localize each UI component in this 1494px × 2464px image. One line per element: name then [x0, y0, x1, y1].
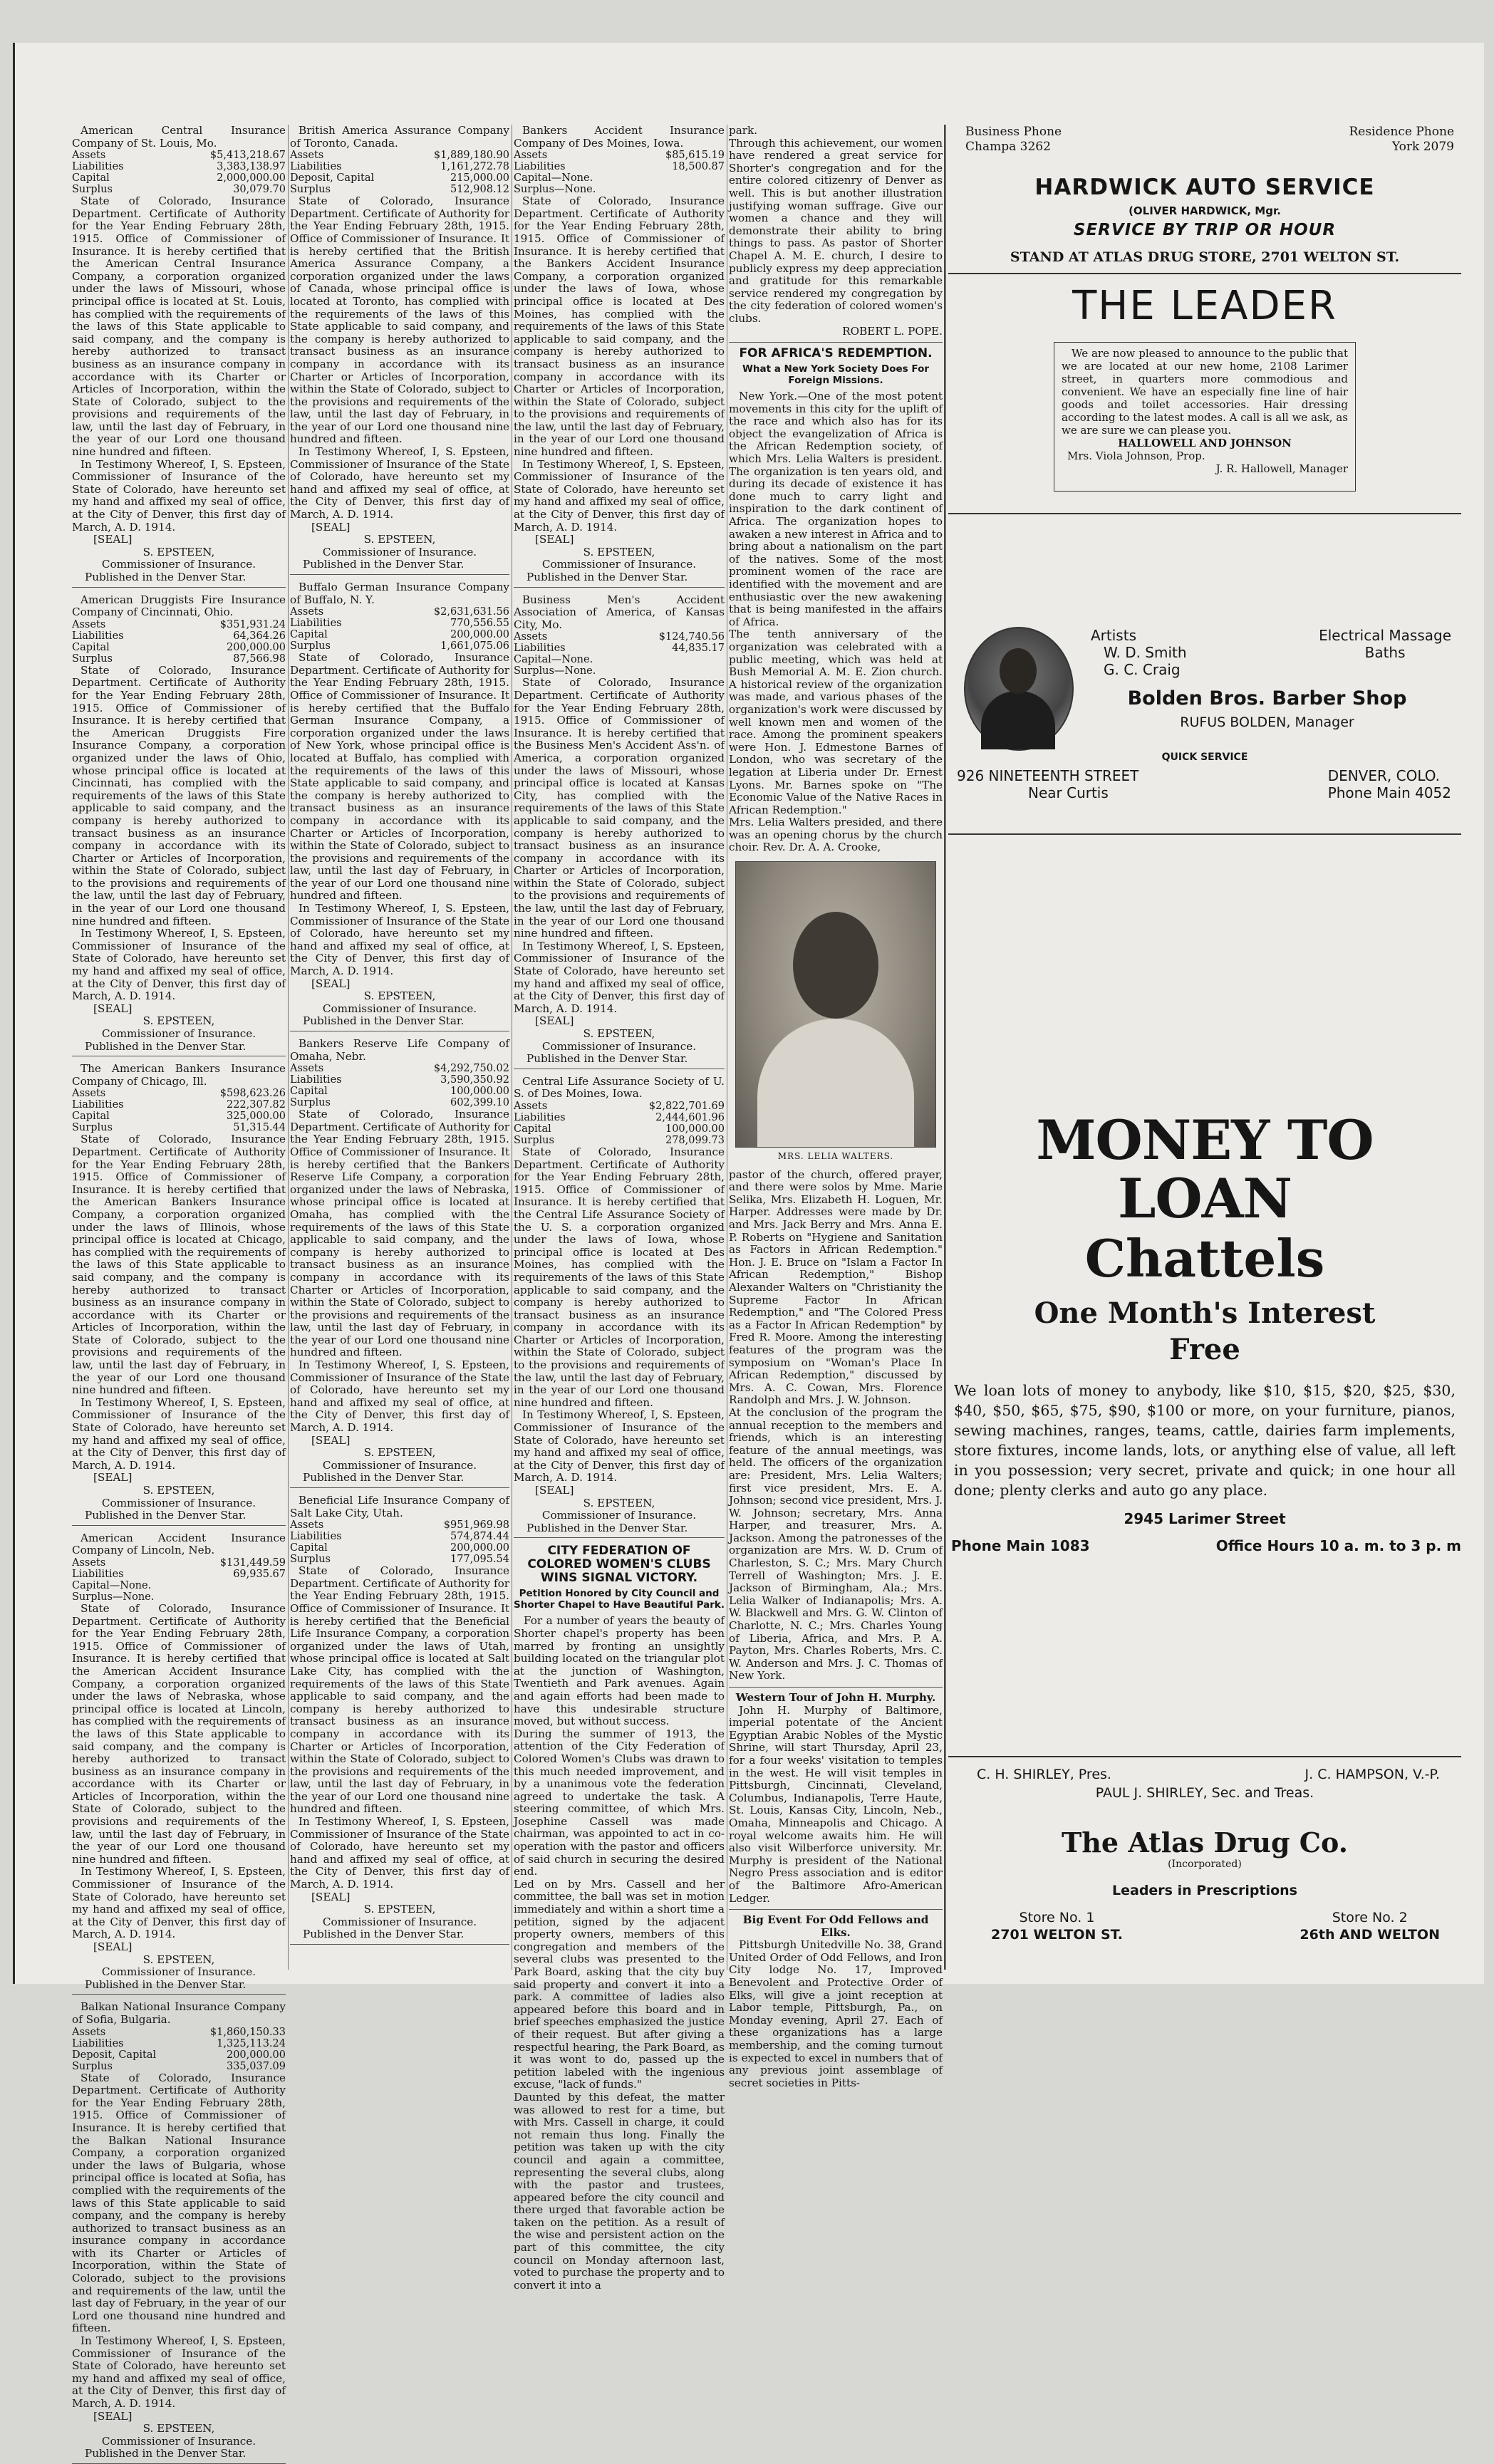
notice-seal: [SEAL]	[311, 977, 351, 990]
loan-hours: Office Hours 10 a. m. to 3 p. m	[1215, 1537, 1461, 1554]
notice-company: Business Men's Accident Association of America, of Kansas City, Mo.	[514, 593, 725, 631]
figure-value: 325,000.00	[226, 1111, 286, 1123]
figure-value: 1,161,272.78	[440, 161, 509, 173]
notice-testimony: In Testimony Whereof, I, S. Epsteen, Commissioner of Insurance of the State of Colorado, have hereunto set my hand and affixed my seal of office, at the City of Denver, this first day of March, A. D. 1914.	[72, 927, 286, 1003]
figure-label: Assets	[72, 2026, 106, 2038]
column-2	[290, 125, 509, 1970]
figure-label: Surplus—None.	[514, 665, 596, 677]
notice-published: Published in the Denver Star.	[85, 1509, 247, 1522]
figure-label: Liabilities	[290, 618, 342, 630]
figure-label: Surplus	[290, 640, 331, 653]
africa-body-continued: pastor of the church, offered prayer, and there were solos by Mme. Marie Selika, Mrs. Elizabeth H. Loguen, Mr. Harper. Addresses were made by Dr. and Mrs. Jack Berry and Mrs. Anna E. P. Roberts on "Hygiene and Sanitation as Factors in African Redemption." Hon. J. E. Bruce on "Islam a Factor In African Redemption," Bishop Alexander Walters on "Christianity the Supreme Factor In African Redemption," and "The Colored Press as a Factor In African Redemption" by Fred R. Moore. Among the interesting features of the program was the symposium on "Woman's Place In African Redemption," discussed by Mrs. A. C. Cowan, Mrs. Florence Randolph and Mrs. J. W. Johnson. At the conclusion of the program the annual reception to the members and friends, which is an interesting feature of the annual meetings, was held. The officers of the organization are: President, Mrs. Lelia Walters; first vice president, Mrs. E. A. Johnson; second vice president, Mrs. J. W. Johnson; secretary, Mrs. Anna Harper, and treasurer, Mrs. A. Jackson. Among the patronesses of the organization are Mrs. W. D. Crum of Charleston, S. C.; Mrs. Mary Church Terrell of Washington; Mrs. J. E. Jackson of Birmingham, Ala.; Mrs. Lelia Walker of Indianapolis; Mrs. A. W. Blackwell and Mrs. G. W. Clinton of Charlotte, N. C.; Mrs. Charles Young of Liberia, Africa, and Mrs. P. A. Payton, Mrs. Charles Roberts, Mrs. C. W. Anderson and Mrs. J. C. Thomas of New York.	[729, 1168, 943, 1683]
notice-signer-title: Commissioner of Insurance.	[541, 558, 697, 571]
notice-signer: S. EPSTEEN,	[583, 1496, 655, 1509]
figure-label: Liabilities	[72, 161, 124, 173]
figure-label: Liabilities	[72, 1099, 124, 1111]
notice-company: Bankers Reserve Life Company of Omaha, Nebr.	[290, 1037, 509, 1063]
artist-2: G. C. Craig	[1104, 661, 1181, 678]
figure-label: Capital	[514, 1123, 551, 1135]
notice-signer: S. EPSTEEN,	[363, 1446, 436, 1460]
notice-signer: S. EPSTEEN,	[142, 545, 215, 558]
notice-signer: S. EPSTEEN,	[363, 533, 436, 546]
bolden-address: 926 NINETEENTH STREET	[957, 767, 1139, 784]
figure-value: 100,000.00	[450, 1086, 509, 1098]
figure-value: 222,307.82	[226, 1099, 286, 1111]
notice-signer: S. EPSTEEN,	[142, 1953, 215, 1966]
insurance-notice	[72, 2001, 286, 2464]
figure-value: 574,874.44	[450, 1531, 509, 1543]
notice-signer: S. EPSTEEN,	[363, 989, 436, 1003]
leader-manager: J. R. Hallowell, Manager	[1215, 462, 1348, 475]
insurance-notice	[72, 125, 286, 588]
figure-value: $2,631,631.56	[433, 606, 509, 618]
figure-value: $1,889,180.90	[433, 150, 509, 162]
financial-statement	[290, 1063, 509, 1108]
notice-body: State of Colorado, Insurance Department. Certificate of Authority for the Year Ending February 28th, 1915. Office of Commissioner of Insurance. It is hereby certified that the American Accident Insurance Company, a corporation organized under the laws of Nebraska, whose principal office is located at Lincoln, has complied with the requirements of the laws of this State applicable to said company, and the company is hereby authorized to transact business as an insurance company in accordance with its Charter or Articles of Incorporation, within the State of Colorado, subject to the provisions and requirements of the law, until the last day of February, in the year of our Lord one thousand nine hundred and fifteen.	[72, 1601, 286, 1866]
figure-label: Capital	[72, 641, 110, 653]
notice-company: Central Life Assurance Society of U. S. of Des Moines, Iowa.	[514, 1074, 725, 1101]
notice-published: Published in the Denver Star.	[303, 1014, 465, 1028]
figure-value: 278,099.73	[665, 1134, 725, 1146]
notice-body: State of Colorado, Insurance Department. Certificate of Authority for the Year Ending February 28th, 1915. Office of Commissioner of Insurance. It is hereby certified that the British America Assurance Company, a corporation organized under the laws of Canada, whose principal office is located at Toronto, has complied with the requirements of the laws of this State applicable to said company, and the company is hereby authorized to transact business as an insurance company in accordance with its Charter or Articles of Incorporation, within the State of Colorado, subject to the provisions and requirements of the law, until the last day of February, in the year of our Lord one thousand nine hundred and fifteen.	[290, 194, 509, 446]
figure-value: 3,383,138.97	[217, 161, 286, 173]
notice-signer: S. EPSTEEN,	[142, 1014, 215, 1028]
notice-published: Published in the Denver Star.	[85, 2447, 247, 2460]
figure-value: $124,740.56	[658, 631, 725, 643]
barber-portrait	[964, 627, 1074, 751]
federation-article	[514, 1544, 725, 2292]
figure-value: $5,413,218.67	[209, 150, 286, 162]
insurance-notice	[290, 1494, 509, 1945]
loan-offer-2: Free	[1169, 1333, 1240, 1366]
insurance-notice	[514, 1076, 725, 1539]
ad-divider	[948, 273, 1461, 274]
residence-phone-label: Residence Phone	[1349, 125, 1454, 139]
figure-label: Liabilities	[72, 630, 124, 642]
africa-body: New York.—One of the most potent movements in this city for the uplift of the race and which also has for its object the evangelization of Africa is the African Redemption society, of which Mrs. Lelia Walters is president. The organization is ten years old, and during its decade of existence it has done much to carry light and inspiration to the dark continent of Africa. The organization hopes to awaken a new interest in Africa and to bring about a nationalism on the part of the natives. Some of the most prominent women of the race are identified with the movement and are enthusiastic over the new awakening that is being manifested in the affairs of Africa. The tenth anniversary of the organization was celebrated with a public meeting, which was held at Bush Memorial A. M. E. Zion church. A historical review of the organization was made, and various phases of the organization's work were discussed by well known men and women of the race. Among the prominent speakers were Hon. J. Edmestone Barnes of London, who was secretary of the legation at Liberia under Dr. Ernest Lyons. Mr. Barnes spoke on "The Economic Value of the Native Races in African Redemption." Mrs. Lelia Walters presided, and there was an opening chorus by the church choir. Rev. Dr. A. A. Crooke,	[729, 390, 943, 854]
notice-signer: S. EPSTEEN,	[142, 2422, 215, 2436]
figure-value: $598,623.26	[219, 1088, 286, 1100]
figure-label: Capital—None.	[514, 172, 593, 184]
figure-value: 87,566.98	[233, 653, 286, 665]
notice-testimony: In Testimony Whereof, I, S. Epsteen, Commissioner of Insurance of the State of Colorado, have hereunto set my hand and affixed my seal of office, at the City of Denver, this first day of March, A. D. 1914.	[72, 1865, 286, 1941]
figure-label: Surplus	[72, 1122, 113, 1134]
bolden-phone: Phone Main 4052	[1327, 784, 1451, 801]
shorter-chapel-letter-end	[729, 125, 943, 338]
portrait-photo	[735, 861, 936, 1148]
notice-body: State of Colorado, Insurance Department. Certificate of Authority for the Year Ending February 28th, 1915. Office of Commissioner of Insurance. It is hereby certified that the American Druggists Fire Insurance Company, a corporation organized under the laws of Ohio, whose principal office is located at Cincinnati, has complied with the requirements of the laws of this State applicable to said company, and the company is hereby authorized to transact business as an insurance company in accordance with its Charter or Articles of Incorporation, within the State of Colorado, subject to the provisions and requirements of the law, until the last day of February, in the year of our Lord one thousand nine hundred and fifteen.	[72, 663, 286, 927]
figure-label: Assets	[514, 631, 548, 643]
notice-signer-title: Commissioner of Insurance.	[101, 1496, 256, 1509]
figure-value: 64,364.26	[233, 630, 286, 642]
insurance-notice	[290, 125, 509, 575]
notice-seal: [SEAL]	[535, 1014, 574, 1028]
figure-label: Liabilities	[72, 1568, 124, 1580]
notice-signer: S. EPSTEEN,	[583, 545, 655, 558]
figure-value: $2,822,701.69	[648, 1100, 725, 1112]
figure-value: 44,835.17	[672, 643, 725, 655]
figure-value: 215,000.00	[450, 172, 509, 184]
notice-seal: [SEAL]	[311, 520, 351, 534]
insurance-notice	[514, 125, 725, 588]
figure-value: 200,000.00	[226, 641, 286, 653]
figure-label: Capital	[290, 629, 328, 641]
figure-label: Assets	[72, 618, 106, 630]
financial-statement	[514, 1101, 725, 1146]
figure-label: Assets	[514, 150, 548, 162]
notice-testimony: In Testimony Whereof, I, S. Epsteen, Commissioner of Insurance of the State of Colorado, have hereunto set my hand and affixed my seal of office, at the City of Denver, this first day of March, A. D. 1914.	[72, 2334, 286, 2410]
residence-phone: York 2079	[1391, 140, 1454, 154]
notice-testimony: In Testimony Whereof, I, S. Epsteen, Commissioner of Insurance of the State of Colorado, have hereunto set my hand and affixed my seal of office, at the City of Denver, this first day of March, A. D. 1914.	[514, 457, 725, 534]
insurance-notice	[72, 594, 286, 1057]
ad-divider	[948, 513, 1461, 514]
figure-label: Capital	[290, 1542, 328, 1554]
column-rule	[288, 125, 289, 1970]
notice-published: Published in the Denver Star.	[85, 1977, 247, 1991]
atlas-title: The Atlas Drug Co.	[1062, 1826, 1348, 1859]
notice-company: Beneficial Life Insurance Company of Salt Lake City, Utah.	[290, 1494, 509, 1519]
figure-label: Capital—None.	[514, 654, 593, 666]
figure-label: Deposit, Capital	[72, 2049, 157, 2061]
murphy-headline: Western Tour of John H. Murphy.	[735, 1691, 936, 1704]
figure-label: Surplus	[72, 2060, 113, 2072]
figure-label: Assets	[290, 1519, 324, 1532]
figure-value: $1,860,150.33	[209, 2026, 286, 2038]
figure-label: Assets	[290, 150, 324, 162]
notice-seal: [SEAL]	[93, 533, 133, 546]
figure-value: 69,935.67	[233, 1568, 286, 1580]
figure-value	[636, 184, 725, 195]
figure-value	[191, 1580, 286, 1591]
store-1-label: Store No. 1	[1019, 1910, 1095, 1925]
figure-value	[636, 172, 725, 184]
figure-value	[631, 654, 725, 665]
financial-statement	[290, 606, 509, 652]
notice-published: Published in the Denver Star.	[526, 571, 688, 583]
figure-label: Liabilities	[290, 1531, 342, 1543]
notice-seal: [SEAL]	[93, 1940, 133, 1953]
notice-testimony: In Testimony Whereof, I, S. Epsteen, Commissioner of Insurance of the State of Colorado, have hereunto set my hand and affixed my seal of office, at the City of Denver, this first day of March, A. D. 1914.	[72, 457, 286, 534]
figure-value: $951,969.98	[443, 1519, 509, 1532]
notice-signer-title: Commissioner of Insurance.	[322, 1002, 477, 1015]
notice-signer-title: Commissioner of Insurance.	[322, 545, 477, 558]
figure-value: 512,908.12	[450, 184, 509, 196]
africa-subhead: What a New York Society Does For Foreign Missions.	[742, 363, 930, 387]
column-4	[729, 124, 943, 2089]
notice-published: Published in the Denver Star.	[303, 558, 465, 571]
leader-body: We are now pleased to announce to the public that we are located at our new home, 2108 Larimer street, in quarters more commodious and convenient. We have an especially fine line of hair goods and toilet accessories. Hair dressing according to the latest modes. A call is all we ask, as we are sure we can please you.	[1062, 347, 1348, 437]
notice-company: The American Bankers Insurance Company of Chicago, Ill.	[72, 1062, 286, 1088]
notice-seal: [SEAL]	[93, 2409, 133, 2423]
hardwick-tagline: SERVICE BY TRIP OR HOUR	[1073, 221, 1337, 239]
letter-text: park. Through this achievement, our women have rendered a great service for Shorter's congregation and for the entire colored citizenry of Denver as well. This is but another illustration justifying woman suffrage. Give our women a chance and they will demonstrate their ability to bring things to pass. As pastor of Shorter Chapel A. M. E. church, I desire to publicly express my deep appreciation and gratitude for this remarkable service rendered my congregation by the city federation of colored women's clubs.	[729, 124, 943, 325]
notice-testimony: In Testimony Whereof, I, S. Epsteen, Commissioner of Insurance of the State of Colorado, have hereunto set my hand and affixed my seal of office, at the City of Denver, this first day of March, A. D. 1914.	[290, 902, 509, 978]
notice-signer-title: Commissioner of Insurance.	[101, 1027, 256, 1040]
notice-seal: [SEAL]	[93, 1002, 133, 1015]
notice-testimony: In Testimony Whereof, I, S. Epsteen, Commissioner of Insurance of the State of Colorado, have hereunto set my hand and affixed my seal of office, at the City of Denver, this first day of March, A. D. 1914.	[514, 1408, 725, 1485]
notice-signer-title: Commissioner of Insurance.	[541, 1039, 697, 1053]
figure-value: $131,449.59	[219, 1556, 286, 1569]
figure-label: Surplus	[290, 1097, 331, 1109]
figure-value: 100,000.00	[665, 1123, 725, 1135]
figure-label: Liabilities	[290, 161, 342, 173]
leader-names: HALLOWELL AND JOHNSON	[1118, 437, 1292, 449]
financial-statement	[72, 150, 286, 195]
figure-label: Liabilities	[514, 1111, 566, 1123]
figure-label: Capital—None.	[72, 1579, 152, 1591]
notice-company: Buffalo German Insurance Company of Buffalo, N. Y.	[290, 581, 509, 606]
notice-body: State of Colorado, Insurance Department. Certificate of Authority for the Year Ending February 28th, 1915. Office of Commissioner of Insurance. It is hereby certified that the Bankers Accident Insurance Company, a corporation organized under the laws of Iowa, whose principal office is located at Des Moines, has complied with the requirements of the laws of this State applicable to said company, and the company is hereby authorized to transact business as an insurance company in accordance with its Charter or Articles of Incorporation, within the State of Colorado, subject to the provisions and requirements of the law, until the last day of February, in the year of our Lord one thousand nine hundred and fifteen.	[514, 194, 725, 459]
bolden-quick: QUICK SERVICE	[1161, 752, 1248, 763]
column-1	[72, 124, 286, 2460]
figure-label: Liabilities	[514, 643, 566, 655]
notice-seal: [SEAL]	[535, 1484, 574, 1497]
loan-sub: Chattels	[1084, 1228, 1325, 1289]
financial-statement	[514, 631, 725, 677]
ads-divider	[944, 125, 946, 1970]
insurance-notice	[290, 581, 509, 1031]
atlas-ad	[948, 1767, 1461, 2016]
financial-statement	[72, 619, 286, 665]
business-phone-label: Business Phone	[965, 125, 1062, 139]
notice-testimony: In Testimony Whereof, I, S. Epsteen, Commissioner of Insurance of the State of Colorado, have hereunto set my hand and affixed my seal of office, at the City of Denver, this first day of March, A. D. 1914.	[290, 445, 509, 521]
bolden-manager: RUFUS BOLDEN, Manager	[1180, 714, 1354, 730]
bolden-title: Bolden Bros. Barber Shop	[1127, 687, 1407, 709]
notice-signer: S. EPSTEEN,	[142, 1484, 215, 1497]
figure-label: Surplus	[72, 184, 113, 196]
notice-published: Published in the Denver Star.	[303, 1928, 465, 1941]
notice-testimony: In Testimony Whereof, I, S. Epsteen, Commissioner of Insurance of the State of Colorado, have hereunto set my hand and affixed my seal of office, at the City of Denver, this first day of March, A. D. 1914.	[514, 939, 725, 1015]
oddfellows-body: Pittsburgh Unitedville No. 38, Grand United Order of Odd Fellows, and Iron City lodge No. 17, Improved Benevolent and Protective Order of Elks, will give a joint reception at Labor temple, Pittsburgh, Pa., on Monday evening, April 27. Each of these organizations has a large membership, and the coming turnout is expected to excel in numbers that of any previous joint assemblage of secret societies in Pitts-	[729, 1938, 943, 2089]
figure-label: Liabilities	[290, 1074, 342, 1086]
notice-signer-title: Commissioner of Insurance.	[541, 1509, 697, 1522]
figure-label: Assets	[514, 1100, 548, 1112]
figure-label: Liabilities	[72, 2037, 124, 2049]
notice-published: Published in the Denver Star.	[303, 1471, 465, 1485]
federation-subhead: Petition Honored by City Council and Shorter Chapel to Have Beautiful Park.	[514, 1588, 725, 1611]
figure-value	[631, 665, 725, 677]
artist-1: W. D. Smith	[1104, 644, 1187, 661]
store-2-label: Store No. 2	[1332, 1910, 1408, 1925]
insurance-notice	[290, 1038, 509, 1488]
notice-published: Published in the Denver Star.	[85, 571, 247, 583]
figure-label: Surplus—None.	[72, 1591, 155, 1603]
figure-value: 2,444,601.96	[655, 1111, 725, 1123]
notice-body: State of Colorado, Insurance Department. Certificate of Authority for the Year Ending February 28th, 1915. Office of Commissioner of Insurance. It is hereby certified that the Central Life Assurance Society of the U. S. a corporation organized under the laws of Iowa, whose principal office is located at Des Moines, has complied with the requirements of the laws of this State applicable to said company, and the company is hereby authorized to transact business as an insurance company in accordance with its Charter or Articles of Incorporation, within the State of Colorado, subject to the provisions and requirements of the law, until the last day of February, in the year of our Lord one thousand nine hundred and fifteen.	[514, 1145, 725, 1409]
figure-label: Assets	[290, 1063, 324, 1075]
business-phone: Champa 3262	[965, 140, 1051, 154]
notice-published: Published in the Denver Star.	[85, 1039, 247, 1053]
notice-body: State of Colorado, Insurance Department. Certificate of Authority for the Year Ending February 28th, 1915. Office of Commissioner of Insurance. It is hereby certified that the Bankers Reserve Life Company, a corporation organized under the laws of Nebraska, whose principal office is located at Omaha, has complied with the requirements of the laws of this State applicable to said company, and the company is hereby authorized to transact business as an insurance company in accordance with its Charter or Articles of Incorporation, within the State of Colorado, subject to the provisions and requirements of the law, until the last day of February, in the year of our Lord one thousand nine hundred and fifteen.	[290, 1108, 509, 1359]
figure-value: 1,325,113.24	[217, 2037, 286, 2049]
insurance-notice	[72, 1532, 286, 1995]
financial-statement	[514, 150, 725, 195]
figure-value	[191, 1591, 286, 1603]
notice-body: State of Colorado, Insurance Department. Certificate of Authority for the Year Ending February 28th, 1915. Office of Commissioner of Insurance. It is hereby certified that the Balkan National Insurance Company, a corporation organized under the laws of Bulgaria, whose principal office is located at Sofia, has complied with the requirements of the laws of this State applicable to said company, and the company is hereby authorized to transact business as an insurance company in accordance with its Charter or Articles of Incorporation, within the State of Colorado, subject to the provisions and requirements of the law, until the last day of February, in the year of our Lord one thousand nine hundred and fifteen.	[72, 2071, 286, 2335]
figure-value: 335,037.09	[226, 2060, 286, 2072]
loan-body: We loan lots of money to anybody, like $10, $15, $20, $25, $30, $40, $50, $65, $75, $90, $100 or more, on your furniture, pianos, sewing machines, ranges, teams, cattle, dairies farm implements, store fixtures, income lands, lots, or anything else of value, all left in you possession; very secret, private and quick; in one hour all done; plenty clerks and auto go any place.	[954, 1382, 1456, 1499]
figure-value: 177,095.54	[450, 1554, 509, 1566]
figure-label: Surplus—None.	[514, 184, 596, 196]
figure-label: Capital	[72, 1111, 110, 1123]
hardwick-title: HARDWICK AUTO SERVICE	[1034, 175, 1375, 200]
notice-body: State of Colorado, Insurance Department. Certificate of Authority for the Year Ending February 28th, 1915. Office of Commissioner of Insurance. It is hereby certified that the Buffalo German Insurance Company, a corporation organized under the laws of New York, whose principal office is located at Buffalo, has complied with the requirements of the laws of this State applicable to said company, and the company is hereby authorized to transact business as an insurance company in accordance with its Charter or Articles of Incorporation, within the State of Colorado, subject to the provisions and requirements of the law, until the last day of February, in the year of our Lord one thousand nine hundred and fifteen.	[290, 651, 509, 903]
figure-label: Assets	[290, 606, 324, 618]
figure-value: 770,556.55	[450, 618, 509, 630]
figure-value: 2,000,000.00	[217, 172, 286, 184]
financial-statement	[72, 2027, 286, 2072]
notice-signer: S. EPSTEEN,	[583, 1027, 655, 1040]
notice-seal: [SEAL]	[311, 1433, 351, 1447]
hardwick-owner: (OLIVER HARDWICK, Mgr.	[1129, 204, 1281, 217]
notice-signer-title: Commissioner of Insurance.	[322, 1458, 477, 1472]
column-3	[514, 124, 725, 2292]
figure-value: 51,315.44	[233, 1122, 286, 1134]
figure-value: 200,000.00	[450, 629, 509, 641]
figure-value: 1,661,075.06	[440, 640, 509, 653]
murphy-body: John H. Murphy of Baltimore, imperial potentate of the Ancient Egyptian Arabic Nobles of the Mystic Shrine, will start Thursday, April 23, for a four weeks' visitation to temples in the west. He will visit temples in Pittsburgh, Cincinnati, Cleveland, Columbus, Indianapolis, Terre Haute, St. Louis, Kansas City, Lincoln, Neb., Omaha, Minneapolis and Chicago. A royal welcome awaits him. He will also visit Wilberforce university. Mr. Murphy is president of the National Negro Press association and is editor of the Baltimore Afro-American Ledger.	[729, 1703, 943, 1905]
notice-company: American Central Insurance Company of St. Louis, Mo.	[72, 124, 286, 150]
figure-label: Assets	[72, 150, 106, 162]
notice-company: Bankers Accident Insurance Company of Des Moines, Iowa.	[514, 124, 725, 150]
figure-label: Capital	[290, 1086, 328, 1098]
financial-statement	[72, 1557, 286, 1603]
notice-company: American Druggists Fire Insurance Company of Cincinnati, Ohio.	[72, 593, 286, 619]
leader-title: THE LEADER	[1072, 283, 1337, 329]
figure-label: Surplus	[514, 1134, 554, 1146]
financial-statement	[72, 1088, 286, 1133]
notice-signer-title: Commissioner of Insurance.	[101, 1965, 256, 1979]
figure-label: Liabilities	[514, 161, 566, 173]
africa-headline: FOR AFRICA'S REDEMPTION.	[739, 346, 933, 361]
notice-seal: [SEAL]	[93, 1471, 133, 1485]
notice-signer-title: Commissioner of Insurance.	[322, 1915, 477, 1928]
notice-testimony: In Testimony Whereof, I, S. Epsteen, Commissioner of Insurance of the State of Colorado, have hereunto set my hand and affixed my seal of office, at the City of Denver, this first day of March, A. D. 1914.	[290, 1358, 509, 1435]
notice-body: State of Colorado, Insurance Department. Certificate of Authority for the Year Ending February 28th, 1915. Office of Commissioner of Insurance. It is hereby certified that the Beneficial Life Insurance Company, a corporation organized under the laws of Utah, whose principal office is located at Salt Lake City, has complied with the requirements of the laws of this State applicable to said company, and the company is hereby authorized to transact business as an insurance company in accordance with its Charter or Articles of Incorporation, within the State of Colorado, subject to the provisions and requirements of the law, until the last day of February, in the year of our Lord one thousand nine hundred and fifteen.	[290, 1564, 509, 1816]
oddfellows-headline: Big Event For Odd Fellows and Elks.	[742, 1913, 929, 1939]
notice-signer-title: Commissioner of Insurance.	[101, 558, 256, 571]
ad-divider	[948, 1756, 1461, 1757]
loan-offer-1: One Month's Interest	[1034, 1296, 1376, 1330]
notice-published: Published in the Denver Star.	[526, 1052, 688, 1066]
notice-company: Balkan National Insurance Company of Sofia, Bulgaria.	[72, 2000, 286, 2026]
store-1-address: 2701 WELTON ST.	[991, 1927, 1123, 1943]
notice-testimony: In Testimony Whereof, I, S. Epsteen, Commissioner of Insurance of the State of Colorado, have hereunto set my hand and affixed my seal of office, at the City of Denver, this first day of March, A. D. 1914.	[72, 1395, 286, 1472]
atlas-slogan: Leaders in Prescriptions	[1112, 1883, 1297, 1898]
figure-value: 3,590,350.92	[440, 1074, 509, 1086]
hardwick-stand: STAND AT ATLAS DRUG STORE, 2701 WELTON ST.	[1010, 249, 1400, 265]
newspaper-page	[13, 43, 1484, 2460]
figure-label: Surplus	[290, 184, 331, 196]
photo-caption: MRS. LELIA WALTERS.	[777, 1151, 894, 1162]
notice-body: State of Colorado, Insurance Department. Certificate of Authority for the Year Ending February 28th, 1915. Office of Commissioner of Insurance. It is hereby certified that the American Central Insurance Company, a corporation organized under the laws of Missouri, whose principal office is located at St. Louis, has complied with the requirements of the laws of this State applicable to said company, and the company is hereby authorized to transact business as an insurance company in accordance with its Charter or Articles of Incorporation, within the State of Colorado, subject to the provisions and requirements of the law, until the last day of February, in the year of our Lord one thousand nine hundred and fifteen.	[72, 194, 286, 459]
federation-body: For a number of years the beauty of Shorter chapel's property has been marred by fronting an unsightly building located on the triangular plot at the junction of Washington, Twentieth and Park avenues. Again and again efforts had been made to have this undesirable structure moved, but without success. During the summer of 1913, the attention of the City Federation of Colored Women's Clubs was drawn to this much needed improvement, and by a unanimous vote the federation agreed to undertake the task. A steering committee, of which Mrs. Josephine Cassell was made chairman, was appointed to act in co-operation with the pastor and officers of said church in securing the desired end. Led on by Mrs. Cassell and her committee, the ball was set in motion immediately and within a short time a petition, signed by the adjacent property owners, members of this congregation and members of the several clubs was presented to the Park Board, asking that the city buy said property and convert it into a park. A committee of ladies also appeared before this board and in brief speeches emphasized the justice of their request. But after giving a respectful hearing, the Park Board, as it was wont to do, passed up the petition labeled with the ingenious excuse, "lack of funds." Daunted by this defeat, the matter was allowed to rest for a time, but with Mrs. Cassell in charge, it could not remain thus long. Finally the petition was taken up with the city council and again a committee, representing the several clubs, along with the pastor and trustees, appeared before the city council and there urged that favorable action be taken on the petition. As a result of the wise and persistent action on the part of this committee, the city council on Monday afternoon last, voted to purchase the property and to convert it into a	[514, 1614, 725, 2292]
advertisement-column	[948, 125, 1461, 1970]
notice-seal: [SEAL]	[535, 533, 574, 546]
figure-value: 30,079.70	[233, 184, 286, 196]
figure-label: Capital	[72, 172, 110, 184]
insurance-notice	[72, 1063, 286, 1526]
massage-label: Electrical Massage	[1319, 627, 1451, 644]
loan-ad	[948, 1108, 1461, 1567]
notice-body: State of Colorado, Insurance Department. Certificate of Authority for the Year Ending February 28th, 1915. Office of Commissioner of Insurance. It is hereby certified that the American Bankers Insurance Company, a corporation organized under the laws of Illinois, whose principal office is located at Chicago, has complied with the requirements of the laws of this State applicable to said company, and the company is hereby authorized to transact business as an insurance company in accordance with its Charter or Articles of Incorporation, within the State of Colorado, subject to the provisions and requirements of the law, until the last day of February, in the year of our Lord one thousand nine hundred and fifteen.	[72, 1133, 286, 1397]
ad-divider	[948, 833, 1461, 835]
federation-headline: CITY FEDERATION OF COLORED WOMEN'S CLUBS WINS SIGNAL VICTORY.	[527, 1544, 711, 1586]
notice-seal: [SEAL]	[311, 1890, 351, 1903]
store-2-address: 26th AND WELTON	[1300, 1927, 1440, 1943]
figure-value: 18,500.87	[672, 161, 725, 173]
loan-title: MONEY TO LOAN	[1036, 1108, 1374, 1230]
notice-testimony: In Testimony Whereof, I, S. Epsteen, Commissioner of Insurance of the State of Colorado, have hereunto set my hand and affixed my seal of office, at the City of Denver, this first day of March, A. D. 1914.	[290, 1815, 509, 1891]
bolden-ad	[948, 627, 1461, 855]
atlas-vp: J. C. HAMPSON, V.-P.	[1304, 1767, 1440, 1782]
leader-prop: Mrs. Viola Johnson, Prop.	[1067, 449, 1205, 462]
figure-value: $4,292,750.02	[433, 1063, 509, 1075]
baths-label: Baths	[1364, 644, 1406, 661]
leader-ad	[948, 285, 1461, 584]
artists-label: Artists	[1091, 627, 1136, 644]
letter-signature: ROBERT L. POPE.	[842, 324, 943, 338]
atlas-sec: PAUL J. SHIRLEY, Sec. and Treas.	[1095, 1785, 1314, 1801]
figure-label: Assets	[72, 1556, 106, 1569]
atlas-inc: (Incorporated)	[1168, 1859, 1242, 1870]
financial-statement	[290, 1519, 509, 1565]
insurance-notice	[514, 594, 725, 1069]
notice-company: American Accident Insurance Company of Lincoln, Neb.	[72, 1531, 286, 1557]
figure-value: $85,615.19	[665, 150, 725, 162]
figure-value: $351,931.24	[219, 618, 286, 630]
figure-value: 200,000.00	[226, 2049, 286, 2061]
figure-value: 200,000.00	[450, 1542, 509, 1554]
loan-phone: Phone Main 1083	[951, 1537, 1090, 1554]
figure-label: Surplus	[290, 1554, 331, 1566]
notice-company: British America Assurance Company of Toronto, Canada.	[290, 124, 509, 150]
figure-label: Surplus	[72, 653, 113, 665]
figure-label: Deposit, Capital	[290, 172, 375, 184]
financial-statement	[290, 150, 509, 195]
atlas-pres: C. H. SHIRLEY, Pres.	[977, 1767, 1111, 1782]
figure-value: 602,399.10	[450, 1097, 509, 1109]
notice-body: State of Colorado, Insurance Department. Certificate of Authority for the Year Ending February 28th, 1915. Office of Commissioner of Insurance. It is hereby certified that the Business Men's Accident Ass'n. of America, a corporation organized under the laws of Missouri, whose principal office is located at Kansas City, has complied with the requirements of the laws of this State applicable to said company, and the company is hereby authorized to transact business as an insurance company in accordance with its Charter or Articles of Incorporation, within the State of Colorado, subject to the provisions and requirements of the law, until the last day of February, in the year of our Lord one thousand nine hundred and fifteen.	[514, 676, 725, 940]
notice-signer: S. EPSTEEN,	[363, 1903, 436, 1916]
notice-published: Published in the Denver Star.	[526, 1521, 688, 1534]
figure-label: Assets	[72, 1088, 106, 1100]
notice-signer-title: Commissioner of Insurance.	[101, 2434, 256, 2448]
bolden-near: Near Curtis	[1028, 784, 1109, 801]
loan-address: 2945 Larimer Street	[1124, 1510, 1286, 1527]
bolden-city: DENVER, COLO.	[1327, 767, 1441, 784]
